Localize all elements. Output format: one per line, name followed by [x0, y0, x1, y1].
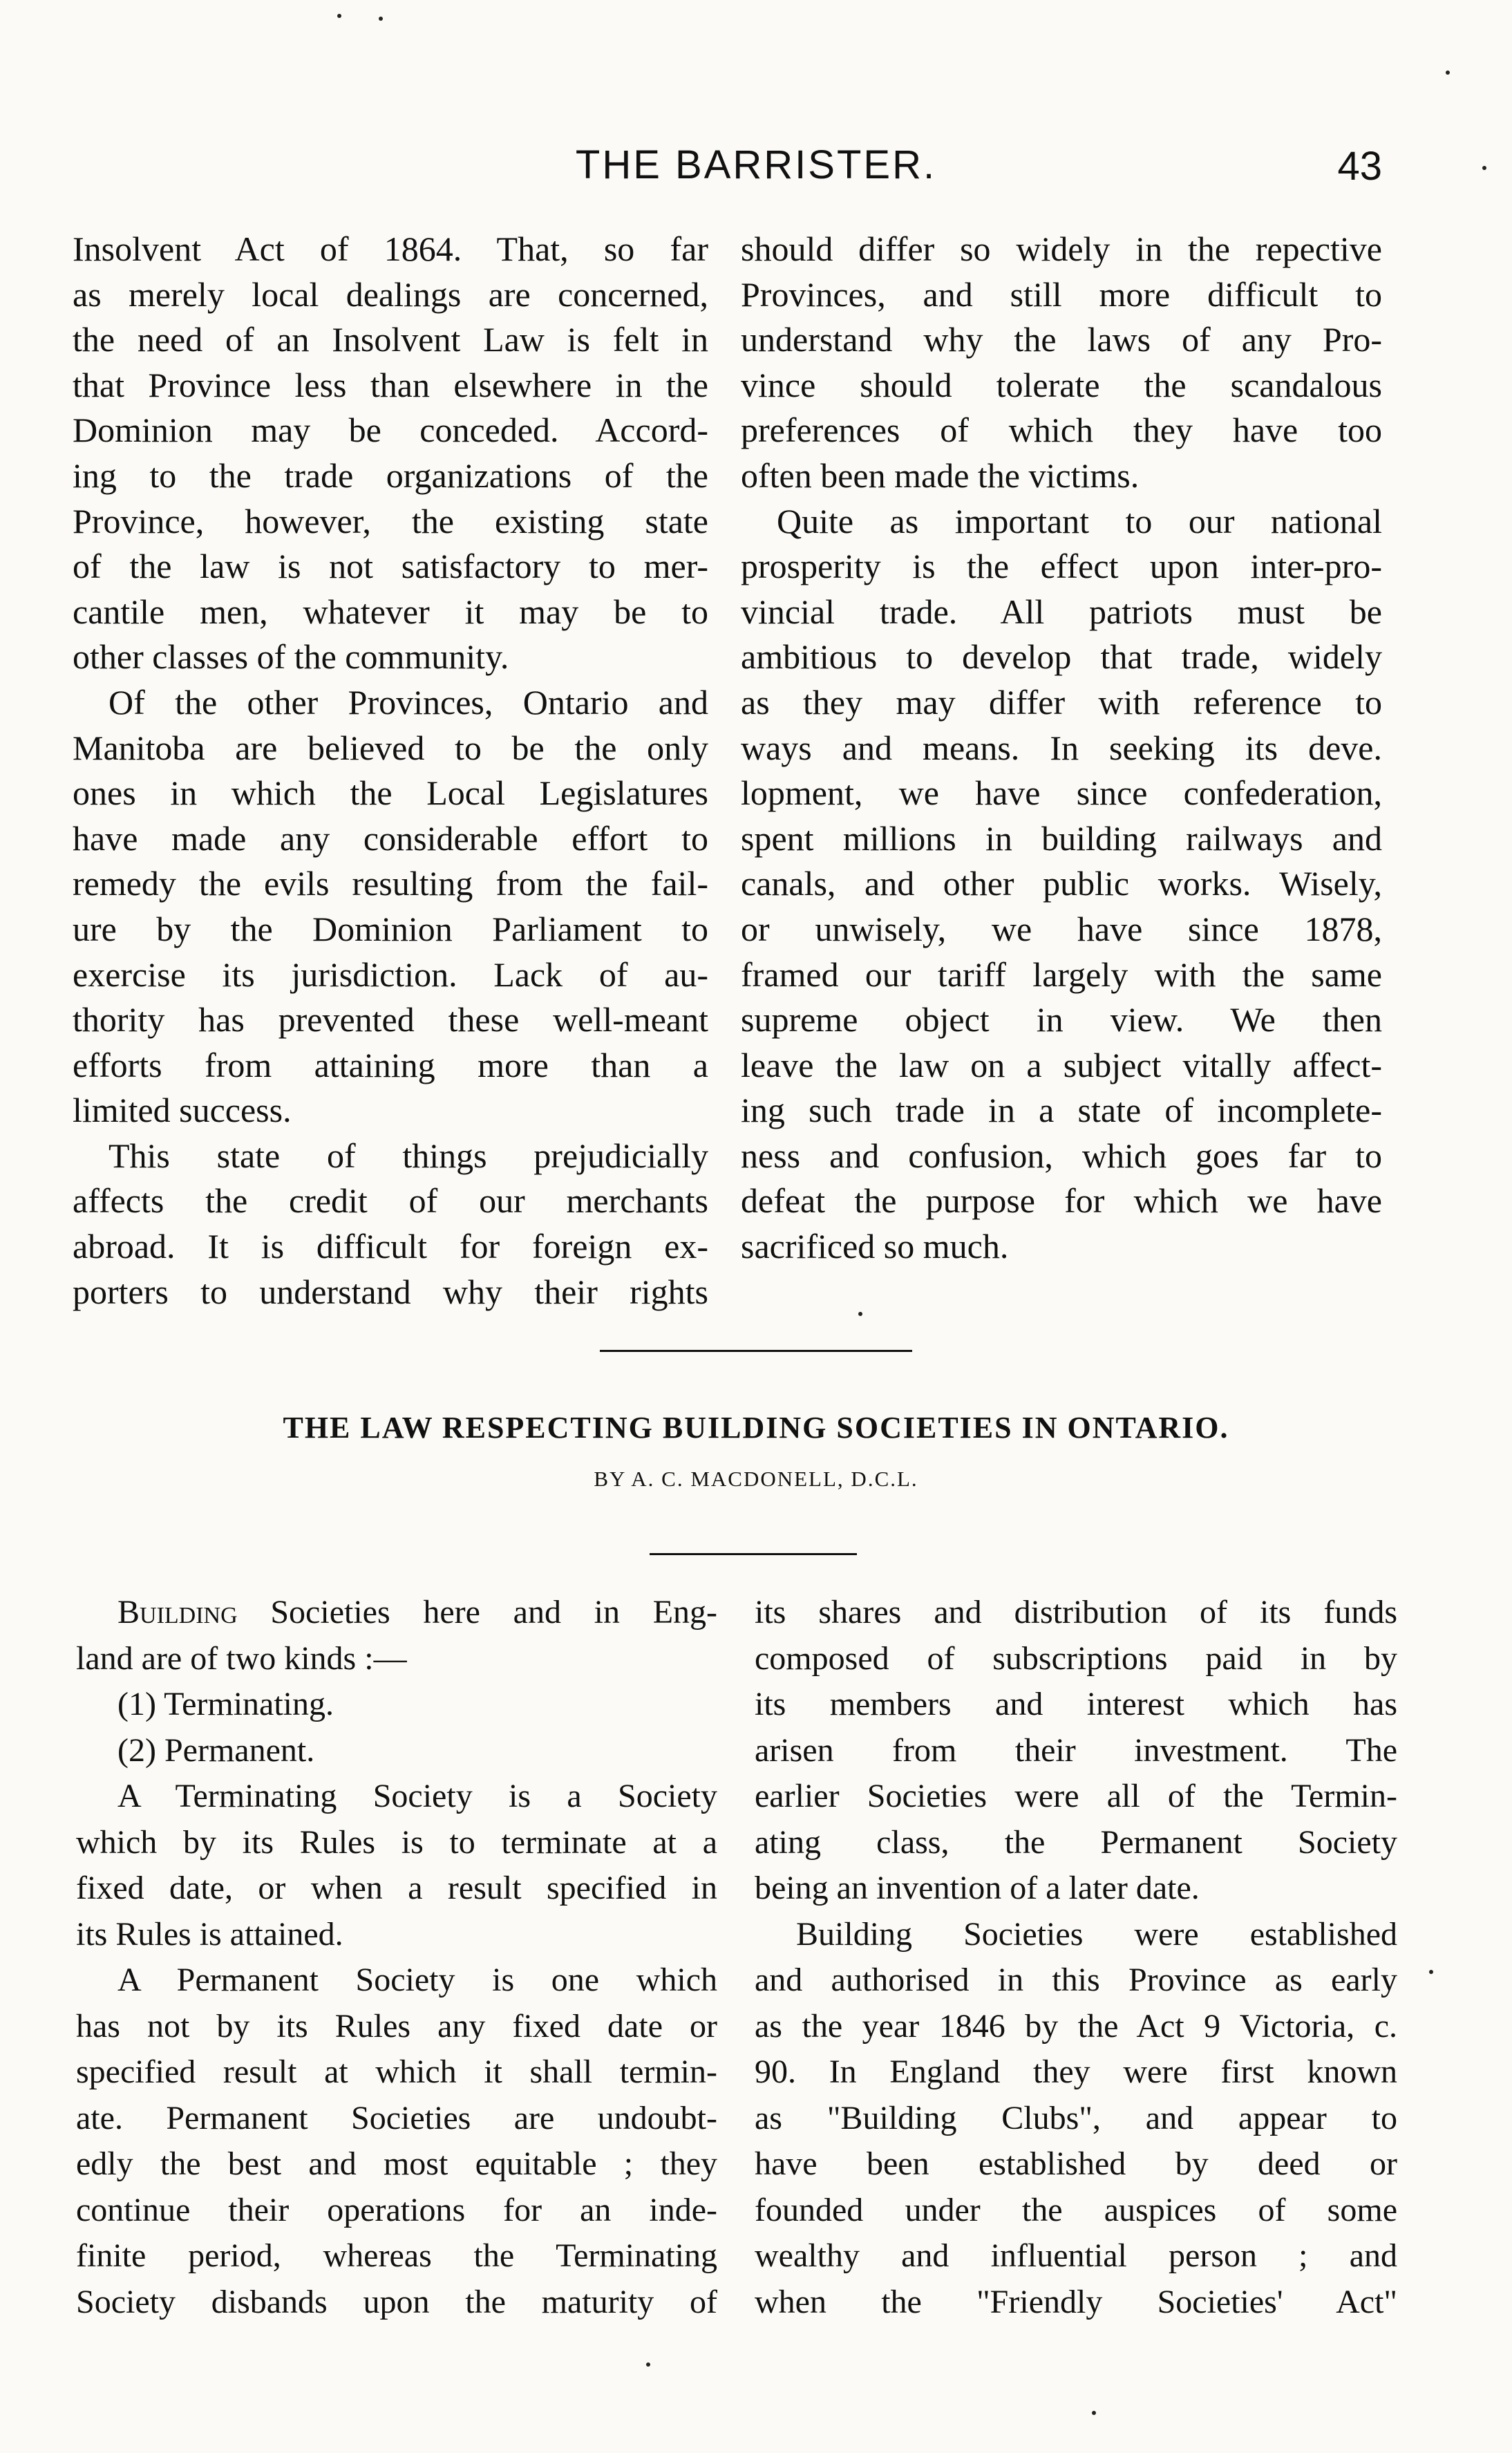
column-2 — [741, 227, 1382, 1270]
text-line: Provinces, and still more difficult to — [741, 274, 1382, 314]
print-speck — [337, 14, 341, 18]
print-speck — [1092, 2411, 1096, 2415]
text-line: This state of things prejudicially — [108, 1136, 708, 1175]
text-line: ure by the Dominion Parliament to — [73, 909, 708, 948]
section-divider — [650, 1553, 857, 1555]
text-line: its Rules is attained. — [76, 1915, 343, 1953]
text-line — [76, 1590, 717, 1636]
text-line: efforts from attaining more than a — [73, 1045, 708, 1084]
text-line: ating class, the Permanent Society — [755, 1823, 1397, 1861]
text-line: arisen from their investment. The — [755, 1731, 1397, 1769]
text-line: ones in which the Local Legislatures — [73, 773, 708, 813]
text-line: sacrificed so much. — [741, 1227, 1009, 1266]
text-line: founded under the auspices of some — [755, 2191, 1397, 2228]
text-line: its shares and distribution of its funds — [755, 1594, 1397, 1630]
text-line: limited success. — [73, 1091, 292, 1130]
text-line: wealthy and influential person ; and — [755, 2237, 1397, 2274]
lead-rest: Societies here and in Eng- — [237, 1594, 717, 1630]
text-line: ways and means. In seeking its deve. — [741, 728, 1382, 767]
text-line: prosperity is the effect upon inter-pro- — [741, 547, 1382, 586]
text-line: Society disbands upon the maturity of — [76, 2283, 717, 2320]
text-line: its members and interest which has — [755, 1686, 1397, 1722]
print-speck — [1429, 1970, 1433, 1974]
column-4 — [755, 1590, 1397, 2325]
text-line: supreme object in view. We then — [741, 1000, 1382, 1040]
text-line: as merely local dealings are concerned, — [73, 274, 708, 314]
print-speck — [1482, 166, 1486, 170]
text-line: vincial trade. All patriots must be — [741, 592, 1382, 631]
text-line: defeat the purpose for which we have — [741, 1181, 1382, 1221]
text-line: preferences of which they have too — [741, 411, 1382, 450]
text-line: as they may differ with reference to — [741, 682, 1382, 722]
text-line: (1) Terminating. — [117, 1686, 334, 1722]
print-speck — [646, 2362, 650, 2367]
text-line: vince should tolerate the scandalous — [741, 365, 1382, 404]
text-line: land are of two kinds :— — [76, 1639, 407, 1677]
text-line: Dominion may be conceded. Accord- — [73, 411, 708, 450]
text-line: fixed date, or when a result specified in — [76, 1870, 717, 1906]
text-line: ambitious to develop that trade, widely — [741, 637, 1382, 677]
text-line: earlier Societies were all of the Termin- — [755, 1778, 1397, 1814]
text-line: leave the law on a subject vitally affect- — [741, 1045, 1382, 1084]
text-line: of the law is not satisfactory to mer- — [73, 547, 708, 586]
text-line: often been made the victims. — [741, 455, 1140, 495]
text-line: has not by its Rules any fixed date or — [76, 2007, 717, 2045]
text-line: Manitoba are believed to be the only — [73, 728, 708, 767]
text-line: ate. Permanent Societies are undoubt- — [76, 2099, 717, 2136]
text-line: understand why the laws of any Pro- — [741, 320, 1382, 359]
text-line: as the year 1846 by the Act 9 Victoria, c. — [755, 2007, 1397, 2045]
text-line: have been established by deed or — [755, 2145, 1397, 2182]
text-line: remedy the evils resulting from the fail- — [73, 864, 708, 903]
text-line: cantile men, whatever it may be to — [73, 592, 708, 631]
text-line: that Province less than elsewhere in the — [73, 365, 708, 404]
text-line: should differ so widely in the repective — [741, 229, 1382, 268]
text-line: specified result at which it shall termin- — [76, 2053, 717, 2090]
text-line: porters to understand why their rights — [73, 1272, 708, 1311]
text-line: being an invention of a later date. — [755, 1870, 1200, 1906]
text-line: Quite as important to our national — [777, 501, 1382, 541]
text-line: Of the other Provinces, Ontario and — [108, 682, 708, 722]
column-3 — [76, 1590, 717, 2325]
text-line: spent millions in building railways and — [741, 818, 1382, 858]
text-line: canals, and other public works. Wisely, — [741, 864, 1382, 903]
article-byline: BY A. C. MACDONELL, D.C.L. — [594, 1467, 918, 1491]
section-divider — [600, 1350, 912, 1352]
text-line: edly the best and most equitable ; they — [76, 2145, 717, 2182]
print-speck — [379, 17, 383, 21]
text-line: have made any considerable effort to — [73, 818, 708, 858]
text-line: ing such trade in a state of incomplete- — [741, 1091, 1382, 1130]
column-1 — [73, 227, 708, 1315]
page-header — [0, 142, 1512, 204]
text-line: ing to the trade organizations of the — [73, 455, 708, 495]
text-line: A Terminating Society is a Society — [117, 1778, 717, 1814]
text-line: continue their operations for an inde- — [76, 2191, 717, 2228]
article-title: THE LAW RESPECTING BUILDING SOCIETIES IN ONTARIO. — [283, 1411, 1229, 1445]
lead-word: Building — [117, 1594, 238, 1630]
print-speck — [858, 1312, 862, 1316]
text-line: when the "Friendly Societies' Act" — [755, 2283, 1397, 2320]
text-line: finite period, whereas the Terminating — [76, 2237, 717, 2274]
page-number: 43 — [1337, 144, 1382, 189]
text-line: (2) Permanent. — [117, 1731, 315, 1769]
text-line: other classes of the community. — [73, 637, 509, 677]
text-line: framed our tariff largely with the same — [741, 955, 1382, 994]
text-line: affects the credit of our merchants — [73, 1181, 708, 1221]
text-line: and authorised in this Province as early — [755, 1962, 1397, 1998]
text-line: thority has prevented these well-meant — [73, 1000, 708, 1040]
text-line: A Permanent Society is one which — [117, 1962, 717, 1998]
text-line: composed of subscriptions paid in by — [755, 1639, 1397, 1677]
text-line: Building Societies were established — [796, 1915, 1397, 1953]
text-line: abroad. It is difficult for foreign ex- — [73, 1227, 708, 1266]
text-line: Insolvent Act of 1864. That, so far — [73, 229, 708, 268]
text-line: Province, however, the existing state — [73, 501, 708, 541]
text-line: 90. In England they were first known — [755, 2053, 1397, 2090]
text-line: which by its Rules is to terminate at a — [76, 1823, 717, 1861]
text-line: as "Building Clubs", and appear to — [755, 2099, 1397, 2136]
print-speck — [1446, 71, 1450, 75]
text-line: the need of an Insolvent Law is felt in — [73, 320, 708, 359]
running-title: THE BARRISTER. — [575, 142, 937, 187]
text-line: ness and confusion, which goes far to — [741, 1136, 1382, 1175]
text-line: exercise its jurisdiction. Lack of au- — [73, 955, 708, 994]
text-line: lopment, we have since confederation, — [741, 773, 1382, 813]
text-line: or unwisely, we have since 1878, — [741, 909, 1382, 948]
